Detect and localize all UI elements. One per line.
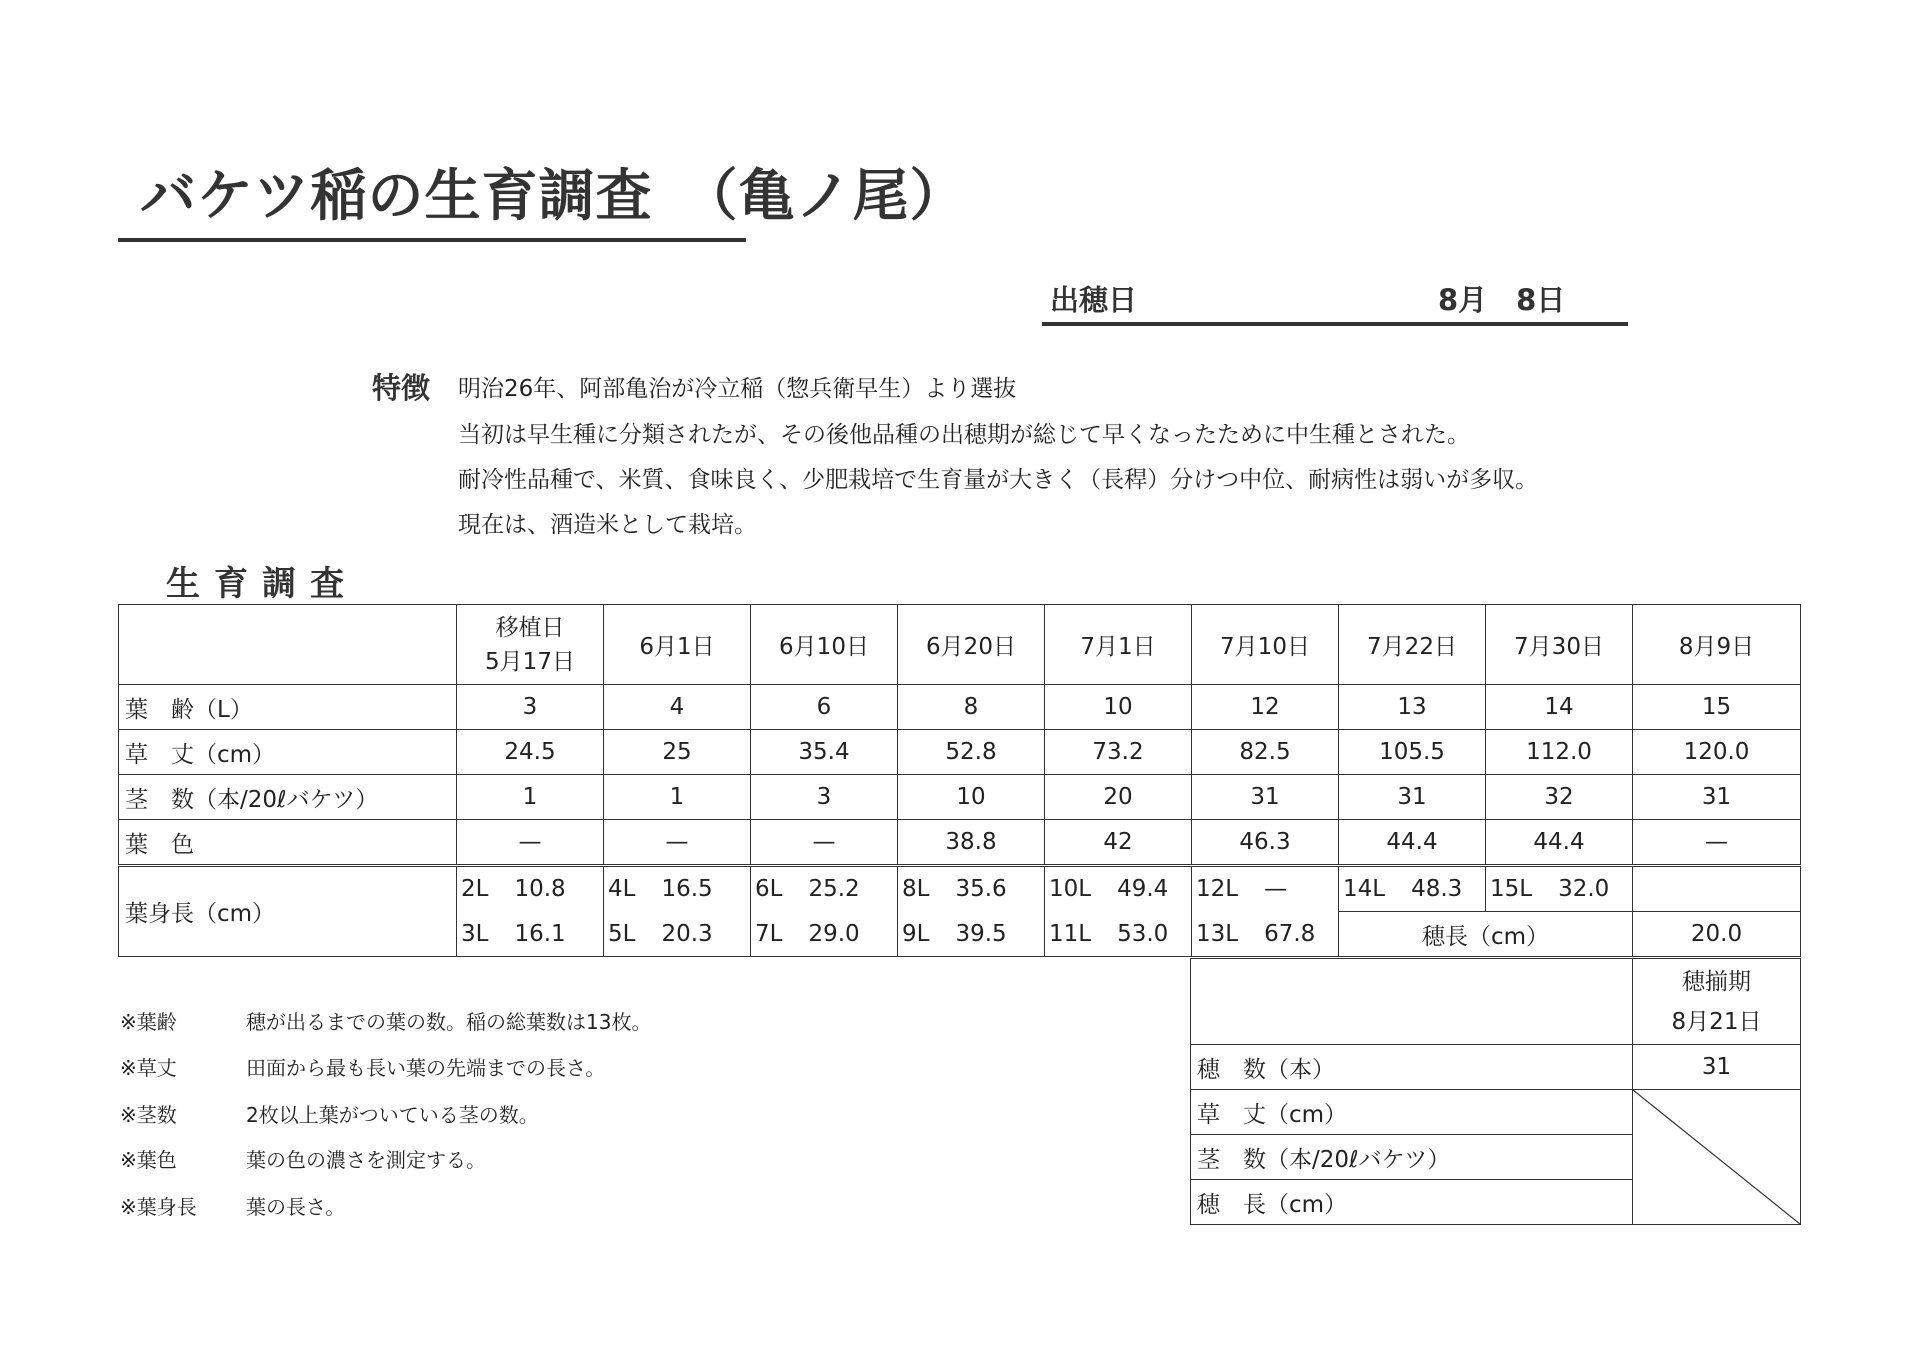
table-cell: 44.4 <box>1339 820 1486 865</box>
note-leaf-color <box>120 1144 486 1173</box>
leaf-number: 15L <box>1490 876 1533 902</box>
table-cell: 35.4 <box>751 730 898 775</box>
leaf-number: 13L <box>1196 920 1239 947</box>
heading-date-value: 8月 8日 <box>1438 283 1566 317</box>
table-cell: 4 <box>604 685 751 730</box>
note-desc: 穂が出るまでの葉の数。稲の総葉数は13枚。 <box>246 1010 652 1034</box>
table-cell: 1 <box>457 775 604 820</box>
note-leaf-age <box>120 1006 651 1035</box>
leaf-number: 11L <box>1049 920 1092 947</box>
table-cell: 46.3 <box>1192 820 1339 865</box>
note-term: ※草丈 <box>120 1056 177 1080</box>
table-cell: 31 <box>1339 775 1486 820</box>
growth-table <box>118 604 1801 865</box>
transplant-label: 移植日 <box>495 614 565 641</box>
blade-cell <box>751 912 898 957</box>
row-label: 穂 数（本） <box>1191 1045 1633 1090</box>
table-row-leaf-age <box>119 685 1801 730</box>
row-label: 草 丈（cm） <box>119 730 457 775</box>
blade-cell <box>1192 867 1339 912</box>
note-plant-height <box>120 1052 605 1081</box>
blade-cell <box>1339 867 1486 912</box>
blade-cell <box>751 867 898 912</box>
table-cell: 32 <box>1486 775 1633 820</box>
leaf-number: 9L <box>902 920 930 947</box>
row-label: 茎 数（本/20ℓバケツ） <box>1191 1135 1633 1180</box>
blade-value: 29.0 <box>808 920 860 947</box>
table-row-stem-count <box>119 775 1801 820</box>
row-label: 穂 長（cm） <box>1191 1180 1633 1225</box>
blade-value: 53.0 <box>1117 920 1169 947</box>
table-cell: 44.4 <box>1486 820 1633 865</box>
page-title: バケツ稲の生育調査 （亀ノ尾） <box>140 164 967 229</box>
note-desc: 葉の色の濃さを測定する。 <box>246 1148 486 1172</box>
table-cell: 31 <box>1192 775 1339 820</box>
diagonal-blank-cell <box>1633 1090 1801 1225</box>
table-cell: 73.2 <box>1045 730 1192 775</box>
table-cell: 38.8 <box>898 820 1045 865</box>
section-title: 生育調査 <box>166 564 358 604</box>
table-cell: 24.5 <box>457 730 604 775</box>
panicle-row <box>1191 1090 1801 1135</box>
full-heading-date: 8月21日 <box>1671 1008 1762 1035</box>
leaf-number: 4L <box>608 876 636 903</box>
table-cell: 25 <box>604 730 751 775</box>
blade-cell <box>1486 867 1633 912</box>
blade-value: 20.3 <box>661 920 713 947</box>
table-cell: 82.5 <box>1192 730 1339 775</box>
date-header-cell: 6月10日 <box>751 605 898 685</box>
note-term: ※葉齢 <box>120 1010 177 1034</box>
blade-cell <box>457 912 604 957</box>
header-blank-cell <box>119 605 457 685</box>
panicle-header-cell <box>1633 959 1801 1045</box>
note-stem-count <box>120 1099 539 1128</box>
table-cell: — <box>1633 820 1801 865</box>
blade-value: 49.4 <box>1117 876 1169 903</box>
blade-value: 16.1 <box>514 920 566 947</box>
table-cell: 105.5 <box>1339 730 1486 775</box>
table-cell: 42 <box>1045 820 1192 865</box>
blade-cell <box>898 912 1045 957</box>
blade-value: 39.5 <box>955 920 1007 947</box>
note-desc: 2枚以上葉がついている茎の数。 <box>246 1103 539 1127</box>
panicle-length-label: 穂長（cm） <box>1339 912 1633 957</box>
date-header-cell: 7月10日 <box>1192 605 1339 685</box>
blade-value: 32.0 <box>1558 876 1610 902</box>
table-cell: 20 <box>1045 775 1192 820</box>
date-header-cell <box>457 605 604 685</box>
leaf-number: 6L <box>755 876 783 903</box>
table-cell: 15 <box>1633 685 1801 730</box>
blade-value: 35.6 <box>955 876 1007 903</box>
leaf-number: 10L <box>1049 876 1092 903</box>
note-desc: 葉の長さ。 <box>246 1195 346 1219</box>
blade-cell <box>457 867 604 912</box>
heading-date-label: 出穂日 <box>1050 283 1138 317</box>
note-term: ※茎数 <box>120 1103 177 1127</box>
features-line: 明治26年、阿部亀治が冷立稲（惣兵衛早生）より選抜 <box>458 376 1017 402</box>
table-cell: 8 <box>898 685 1045 730</box>
table-cell: 14 <box>1486 685 1633 730</box>
blade-value: — <box>1264 876 1288 903</box>
blade-row <box>119 867 1801 912</box>
row-label: 葉 色 <box>119 820 457 865</box>
row-label: 茎 数（本/20ℓバケツ） <box>119 775 457 820</box>
date-header-cell: 7月1日 <box>1045 605 1192 685</box>
date-header-cell: 6月1日 <box>604 605 751 685</box>
panicle-header-row <box>1191 959 1801 1045</box>
transplant-date: 5月17日 <box>485 648 575 675</box>
blade-value: 10.8 <box>514 876 566 903</box>
table-cell: 13 <box>1339 685 1486 730</box>
table-cell: 112.0 <box>1486 730 1633 775</box>
blade-value: 48.3 <box>1411 876 1463 902</box>
blade-cell <box>1045 867 1192 912</box>
features-line: 現在は、酒造米として栽培。 <box>458 512 757 538</box>
blade-cell <box>1045 912 1192 957</box>
table-cell: — <box>604 820 751 865</box>
blade-cell <box>604 867 751 912</box>
table-row-plant-height <box>119 730 1801 775</box>
blade-value: 25.2 <box>808 876 860 903</box>
table-cell: — <box>457 820 604 865</box>
date-header-cell: 7月30日 <box>1486 605 1633 685</box>
panicle-row <box>1191 1045 1801 1090</box>
features-line: 当初は早生種に分類されたが、その後他品種の出穂期が総じて早くなったために中生種とされた。 <box>458 422 1470 448</box>
table-cell: 31 <box>1633 1045 1801 1090</box>
table-cell: 6 <box>751 685 898 730</box>
leaf-number: 14L <box>1343 876 1386 902</box>
table-cell: 120.0 <box>1633 730 1801 775</box>
leaf-number: 3L <box>461 920 489 947</box>
note-blade-length <box>120 1191 345 1220</box>
table-cell: 3 <box>751 775 898 820</box>
leaf-number: 12L <box>1196 876 1239 903</box>
blade-cell <box>1192 912 1339 957</box>
row-label: 葉 齢（L） <box>119 685 457 730</box>
note-term: ※葉色 <box>120 1148 177 1172</box>
diagonal-line <box>1633 1090 1800 1224</box>
panicle-length-value: 20.0 <box>1633 912 1801 957</box>
leaf-number: 7L <box>755 920 783 947</box>
blade-cell <box>898 867 1045 912</box>
note-term: ※葉身長 <box>120 1195 197 1219</box>
row-label: 草 丈（cm） <box>1191 1090 1633 1135</box>
blade-label: 葉身長（cm） <box>119 867 457 957</box>
date-header-cell: 8月9日 <box>1633 605 1801 685</box>
date-header-cell: 7月22日 <box>1339 605 1486 685</box>
blade-length-table <box>118 866 1801 957</box>
features-label: 特徴 <box>372 371 431 405</box>
leaf-number: 2L <box>461 876 489 903</box>
table-row-leaf-color <box>119 820 1801 865</box>
table-header-row <box>119 605 1801 685</box>
heading-underline <box>1042 322 1628 326</box>
title-underline <box>118 238 746 242</box>
panicle-header-blank <box>1191 959 1633 1045</box>
leaf-number: 8L <box>902 876 930 903</box>
full-heading-label: 穂揃期 <box>1682 968 1751 995</box>
table-cell: 31 <box>1633 775 1801 820</box>
note-desc: 田面から最も長い葉の先端までの長さ。 <box>246 1056 606 1080</box>
leaf-number: 5L <box>608 920 636 947</box>
blade-value: 16.5 <box>661 876 713 903</box>
table-cell: 10 <box>898 775 1045 820</box>
blade-empty-cell <box>1633 867 1801 912</box>
table-cell: 52.8 <box>898 730 1045 775</box>
table-cell: 12 <box>1192 685 1339 730</box>
table-cell: 3 <box>457 685 604 730</box>
blade-cell <box>604 912 751 957</box>
panicle-table <box>1190 958 1801 1225</box>
features-line: 耐冷性品種で、米質、食味良く、少肥栽培で生育量が大きく（長稈）分けつ中位、耐病性は弱いが多収。 <box>458 467 1539 493</box>
table-cell: 1 <box>604 775 751 820</box>
date-header-cell: 6月20日 <box>898 605 1045 685</box>
blade-value: 67.8 <box>1264 920 1316 947</box>
table-cell: — <box>751 820 898 865</box>
table-cell: 10 <box>1045 685 1192 730</box>
